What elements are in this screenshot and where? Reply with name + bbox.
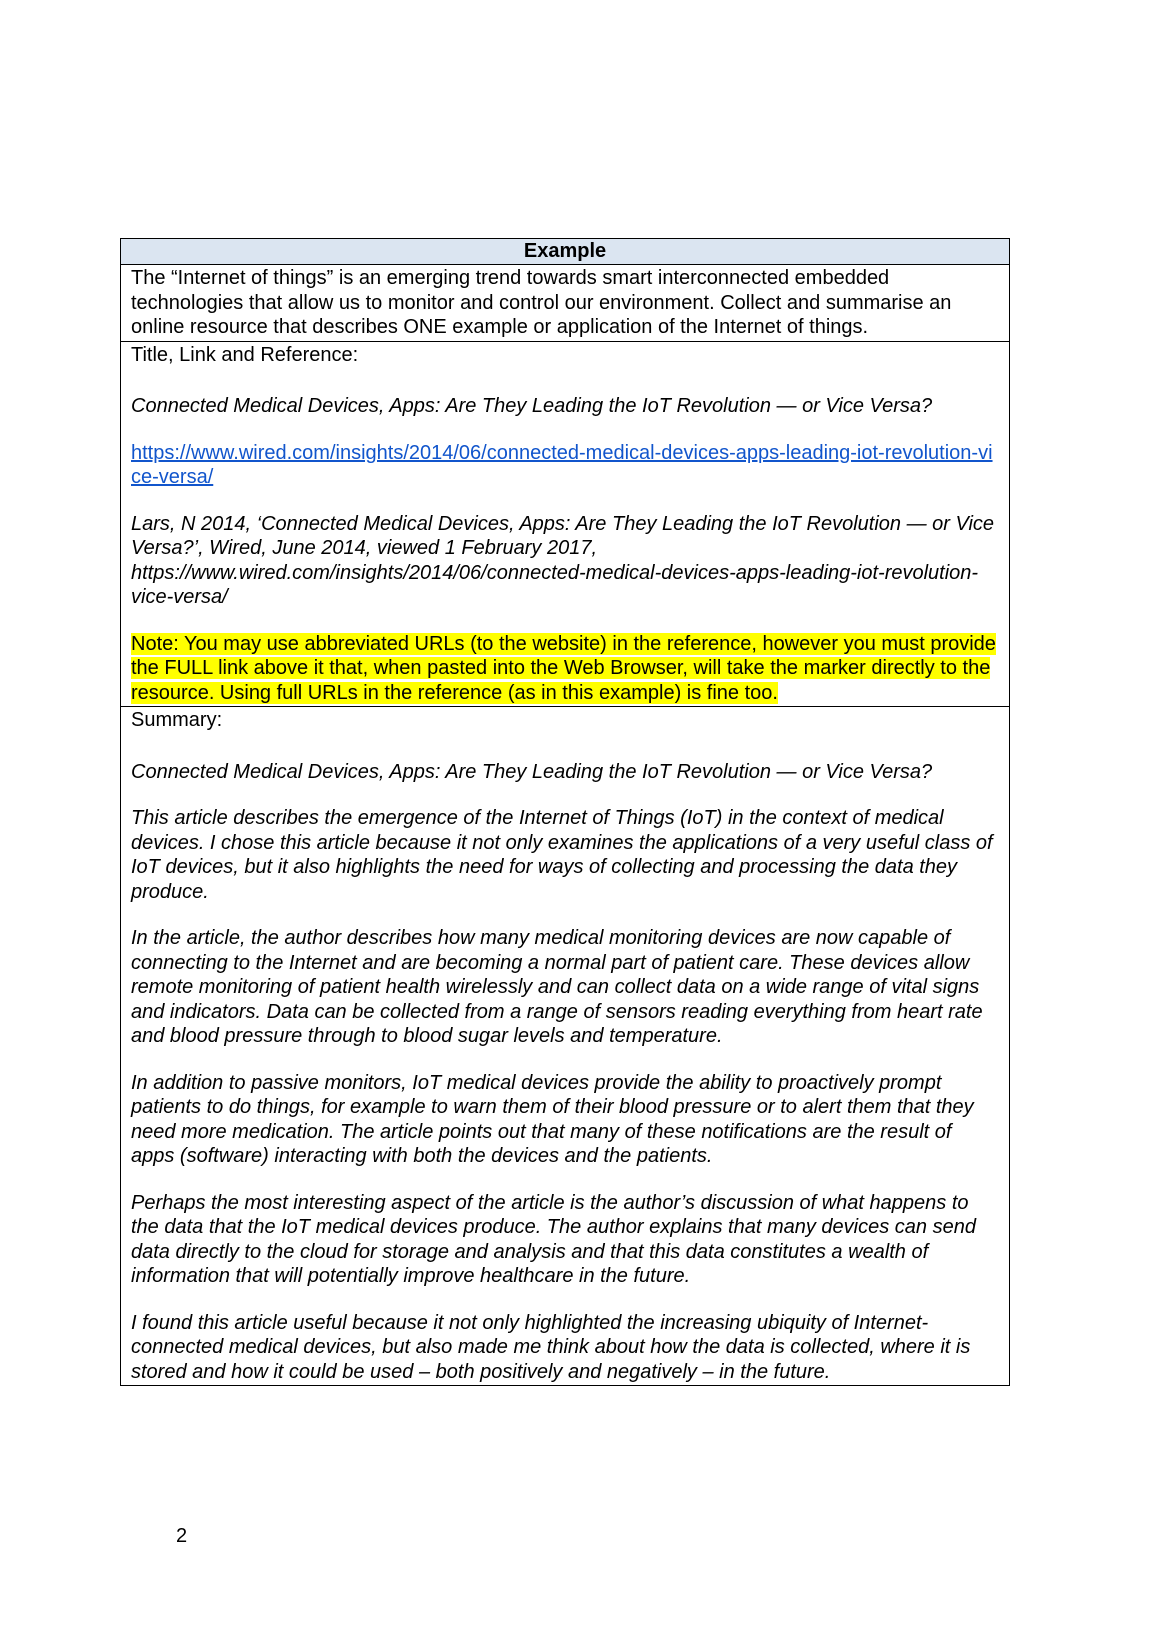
summary-paragraph: Perhaps the most interesting aspect of the article is the author’s discussion of what happens to the data that the IoT medical devices produce. The author explains that many devices can send data directly to the cloud for storage and analysis and that this data constitutes a wealth of information that will potentially improve healthcare in the future. bbox=[131, 1191, 976, 1287]
table-header-label: Example bbox=[523, 240, 607, 262]
article-reference: Lars, N 2014, ‘Connected Medical Devices, Apps: Are They Leading the IoT Revolution — or Vice Versa?’, Wired, June 2014, viewed 1 February 2017, https://www.wired.com/insights/2014/06/connected-medical-devices-apps-leading-iot-revolution-vice-versa/ bbox=[131, 512, 995, 608]
article-title: Connected Medical Devices, Apps: Are They Leading the IoT Revolution — or Vice Versa? bbox=[131, 395, 933, 417]
intro-text: The “Internet of things” is an emerging trend towards smart interconnected embedded technologies that allow us to monitor and control our environment. Collect and summarise an online resource that describes ONE example or application of the Internet of things. bbox=[131, 267, 952, 338]
summary-paragraph: I found this article useful because it not only highlighted the increasing ubiquity of Internet-connected medical devices, but also made me think about how the data is collected, where it is stored and how it could be used – both positively and negatively – in the future. bbox=[131, 1311, 971, 1383]
summary-cell bbox=[121, 706, 1009, 1385]
summary-title: Connected Medical Devices, Apps: Are They Leading the IoT Revolution — or Vice Versa? bbox=[131, 760, 933, 783]
page-number: 2 bbox=[176, 1525, 188, 1547]
note-line bbox=[131, 632, 999, 706]
note-text: Note: You may use abbreviated URLs (to the website) in the reference, however you must provide the FULL link above it that, when pasted into the Web Browser, will take the marker directly to the resource. Using full URLs in the reference (as in this example) is fine too. bbox=[131, 632, 996, 704]
article-link-line bbox=[131, 441, 999, 490]
example-table bbox=[120, 238, 1010, 1386]
summary-paragraph: In the article, the author describes how many medical monitoring devices are now capable of connecting to the Internet and are becoming a normal part of patient care. These devices allow remote monitoring of patient health wirelessly and can collect data on a wide range of vital signs and indicators. Data can be collected from a range of sensors reading everything from heart rate and blood pressure through to blood sugar levels and temperature. bbox=[131, 927, 983, 1047]
intro-cell bbox=[121, 264, 1009, 341]
summary-paragraph: In addition to passive monitors, IoT medical devices provide the ability to proactively prompt patients to do things, for example to warn them of their blood pressure or to alert them that they need more medication. The article points out that many of these notifications are the result of apps (software) interacting with both the devices and the patients. bbox=[131, 1071, 974, 1167]
summary-label: Summary: bbox=[131, 709, 223, 731]
summary-paragraph: This article describes the emergence of the Internet of Things (IoT) in the context of medical devices. I chose this article because it not only examines the applications of a very useful class of IoT devices, but it also highlights the need for ways of collecting and processing the data they produce. bbox=[131, 807, 993, 903]
reference-cell bbox=[121, 341, 1009, 707]
table-header bbox=[121, 239, 1009, 264]
reference-label: Title, Link and Reference: bbox=[131, 343, 359, 366]
article-link[interactable]: https://www.wired.com/insights/2014/06/connected-medical-devices-apps-leading-iot-revolution-vice-versa/ bbox=[131, 441, 993, 488]
